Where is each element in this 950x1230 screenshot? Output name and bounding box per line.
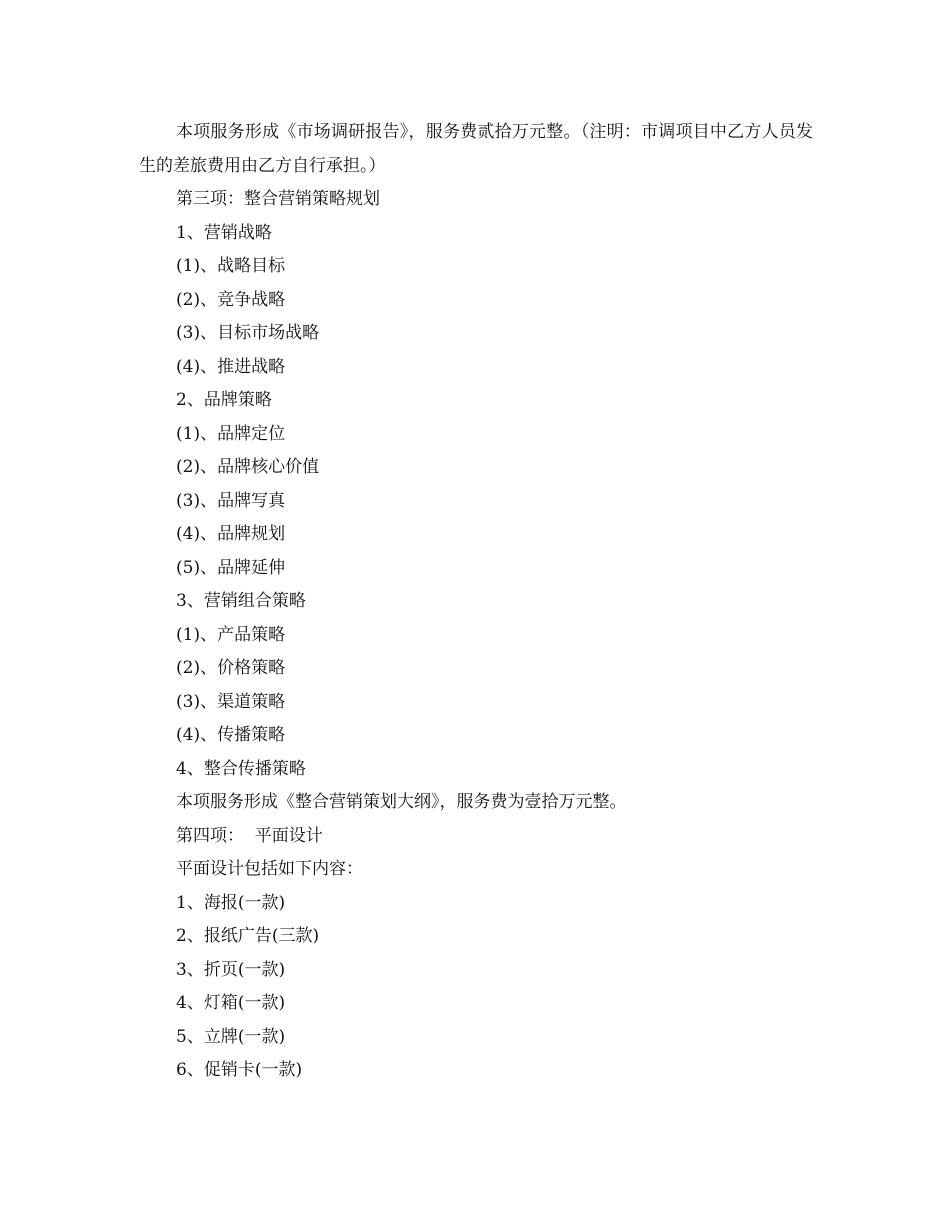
list-item: 5、立牌(一款) (176, 1026, 286, 1047)
list-item: (1)、产品策略 (176, 624, 286, 645)
paragraph-market-research-fee: 本项服务形成《市场调研报告》，服务费贰拾万元整。（注明：市调项目中乙方人员发生的差旅费用由乙方自行承担。） (139, 122, 813, 176)
list-item: (2)、竞争战略 (176, 289, 286, 310)
list-item: (4)、推进战略 (176, 356, 286, 377)
list-item: (3)、渠道策略 (176, 691, 286, 712)
section-heading-item-4: 第四项： 平面设计 (176, 825, 323, 846)
list-intro: 平面设计包括如下内容： (176, 859, 363, 879)
list-item: 2、品牌策略 (176, 390, 272, 410)
list-item: 2、报纸广告(三款) (176, 926, 320, 946)
list-item: 1、营销战略 (176, 222, 272, 243)
list-item: (1)、战略目标 (176, 256, 286, 276)
list-item: 6、促销卡(一款) (176, 1060, 303, 1080)
list-item: (4)、品牌规划 (176, 524, 286, 544)
document-body (139, 116, 813, 1088)
list-item: (1)、品牌定位 (176, 423, 286, 444)
list-item: (2)、品牌核心价值 (176, 457, 320, 477)
list-item: (4)、传播策略 (176, 725, 286, 745)
section-heading-item-3: 第三项：整合营销策略规划 (176, 189, 380, 209)
list-item: (3)、目标市场战略 (176, 323, 320, 343)
list-item: 3、折页(一款) (176, 959, 286, 980)
list-item: (2)、价格策略 (176, 658, 286, 678)
list-item: 4、灯箱(一款) (176, 993, 286, 1013)
list-item: 1、海报(一款) (176, 892, 286, 913)
list-item: (5)、品牌延伸 (176, 557, 286, 578)
list-item: 3、营销组合策略 (176, 591, 306, 611)
list-item: (3)、品牌写真 (176, 490, 286, 511)
paragraph-marketing-plan-fee: 本项服务形成《整合营销策划大纲》，服务费为壹拾万元整。 (176, 792, 627, 812)
list-item: 4、整合传播策略 (176, 758, 306, 779)
